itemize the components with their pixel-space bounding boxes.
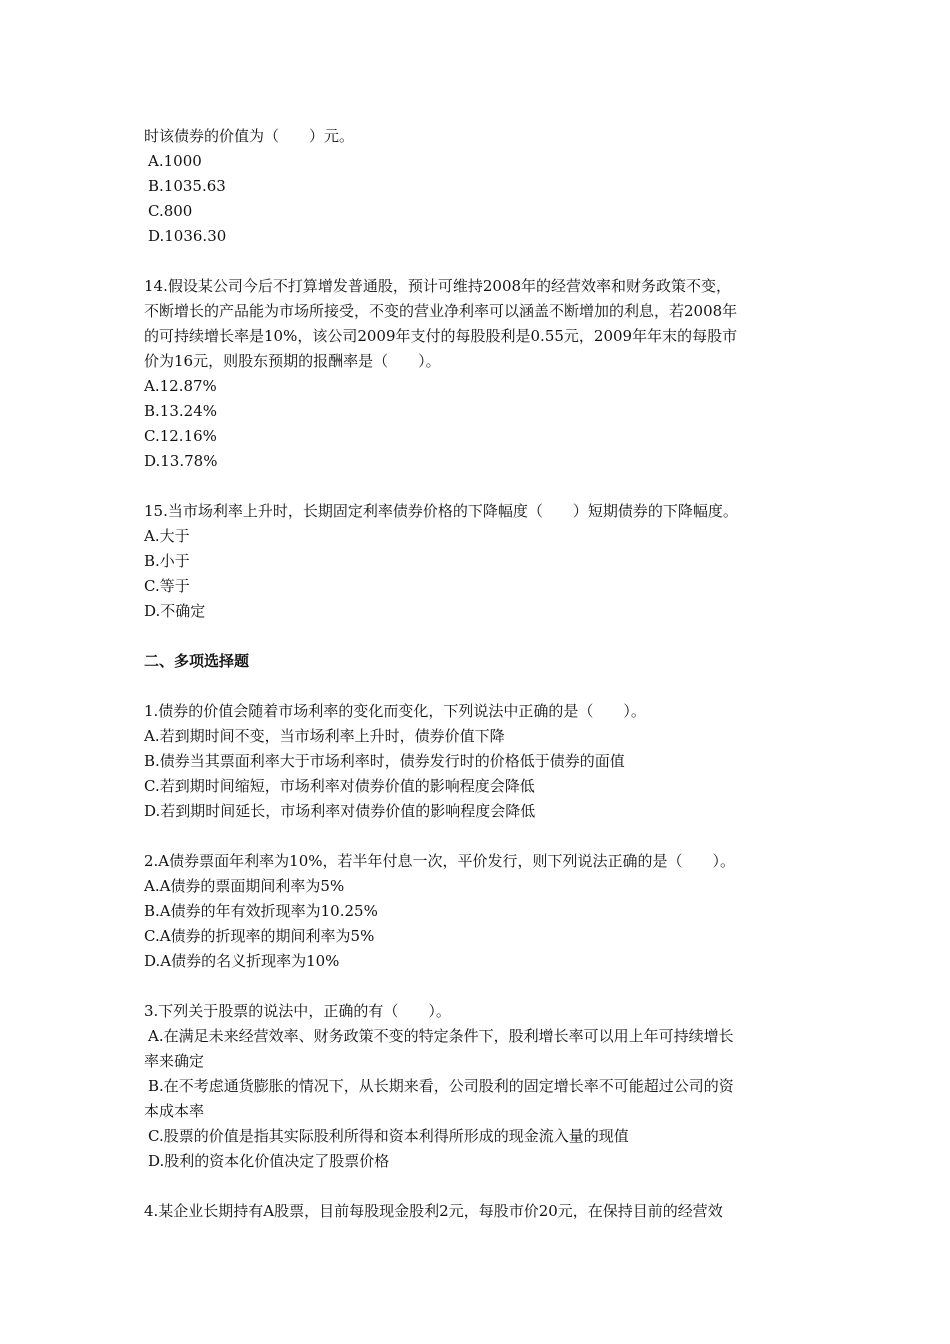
- multi-question-2: [144, 849, 814, 974]
- multi-question-1: [144, 699, 814, 824]
- multi-question-4: [144, 1199, 814, 1224]
- multi-question-1-option-c: C.若到期时间缩短，市场利率对债券价值的影响程度会降低: [144, 777, 535, 795]
- question-15-option-d: D.不确定: [144, 602, 206, 620]
- question-15-option-c: C.等于: [144, 577, 190, 595]
- multi-question-4-stem: 4.某企业长期持有A股票，目前每股现金股利2元，每股市价20元，在保持目前的经营效: [144, 1202, 723, 1220]
- question-13-option-c: C.800: [148, 202, 193, 220]
- question-13: [144, 124, 814, 249]
- question-13-stem: 时该债券的价值为（ ）元。: [144, 127, 355, 145]
- question-15-stem: 15.当市场利率上升时，长期固定利率债券价格的下降幅度（ ）短期债券的下降幅度。: [144, 502, 738, 520]
- multi-question-2-option-b: B.A债券的年有效折现率为10.25%: [144, 902, 378, 920]
- multi-question-3-option-a-line-1: A.在满足未来经营效率、财务政策不变的特定条件下，股利增长率可以用上年可持续增长: [148, 1027, 734, 1045]
- question-14-option-d: D.13.78%: [144, 452, 218, 470]
- multi-question-3-option-c: C.股票的价值是指其实际股利所得和资本利得所形成的现金流入量的现值: [148, 1127, 629, 1145]
- question-14-stem-line-3: 的可持续增长率是10%，该公司2009年支付的每股股利是0.55元，2009年年末的每股市: [144, 327, 738, 345]
- question-14-option-c: C.12.16%: [144, 427, 217, 445]
- question-15: [144, 499, 814, 624]
- spacer: [144, 674, 814, 699]
- spacer: [144, 624, 814, 649]
- question-15-option-a: A.大于: [144, 527, 190, 545]
- spacer: [144, 1174, 814, 1199]
- multi-question-3-option-a-line-2: 率来确定: [144, 1052, 205, 1070]
- spacer: [144, 824, 814, 849]
- question-14-stem-line-4: 价为16元，则股东预期的报酬率是（ ）。: [144, 352, 441, 370]
- spacer: [144, 974, 814, 999]
- question-13-option-b: B.1035.63: [148, 177, 226, 195]
- question-14-stem-line-1: 14.假设某公司今后不打算增发普通股，预计可维持2008年的经营效率和财务政策不变，: [144, 277, 732, 295]
- question-13-option-d: D.1036.30: [148, 227, 227, 245]
- multi-question-2-option-a: A.A债券的票面期间利率为5%: [144, 877, 345, 895]
- document-content: [144, 124, 814, 1224]
- multi-question-1-option-a: A.若到期时间不变，当市场利率上升时，债券价值下降: [144, 727, 505, 745]
- question-14-stem-line-2: 不断增长的产品能为市场所接受，不变的营业净利率可以涵盖不断增加的利息，若2008年: [144, 302, 738, 320]
- question-14-option-b: B.13.24%: [144, 402, 217, 420]
- multi-question-3-stem: 3.下列关于股票的说法中，正确的有（ ）。: [144, 1002, 451, 1020]
- multi-question-1-option-d: D.若到期时间延长，市场利率对债券价值的影响程度会降低: [144, 802, 536, 820]
- question-15-option-b: B.小于: [144, 552, 190, 570]
- multi-question-2-option-d: D.A债券的名义折现率为10%: [144, 952, 340, 970]
- question-13-option-a: A.1000: [148, 152, 202, 170]
- question-14: [144, 274, 814, 474]
- multi-question-3-option-b-line-2: 本成本率: [144, 1102, 205, 1120]
- multi-question-1-stem: 1.债券的价值会随着市场利率的变化而变化，下列说法中正确的是（ ）。: [144, 702, 646, 720]
- multi-question-3-option-b-line-1: B.在不考虑通货膨胀的情况下，从长期来看，公司股利的固定增长率不可能超过公司的资: [148, 1077, 734, 1095]
- multi-question-1-option-b: B.债券当其票面利率大于市场利率时，债券发行时的价格低于债券的面值: [144, 752, 625, 770]
- section-heading-multiple-choice: 二、多项选择题: [144, 652, 250, 670]
- spacer: [144, 474, 814, 499]
- spacer: [144, 249, 814, 274]
- question-14-option-a: A.12.87%: [144, 377, 217, 395]
- multi-question-2-option-c: C.A债券的折现率的期间利率为5%: [144, 927, 375, 945]
- multi-question-3-option-d: D.股利的资本化价值决定了股票价格: [148, 1152, 390, 1170]
- multi-question-2-stem: 2.A债券票面年利率为10%，若半年付息一次，平价发行，则下列说法正确的是（ ）。: [144, 852, 735, 870]
- multi-question-3: [144, 999, 814, 1174]
